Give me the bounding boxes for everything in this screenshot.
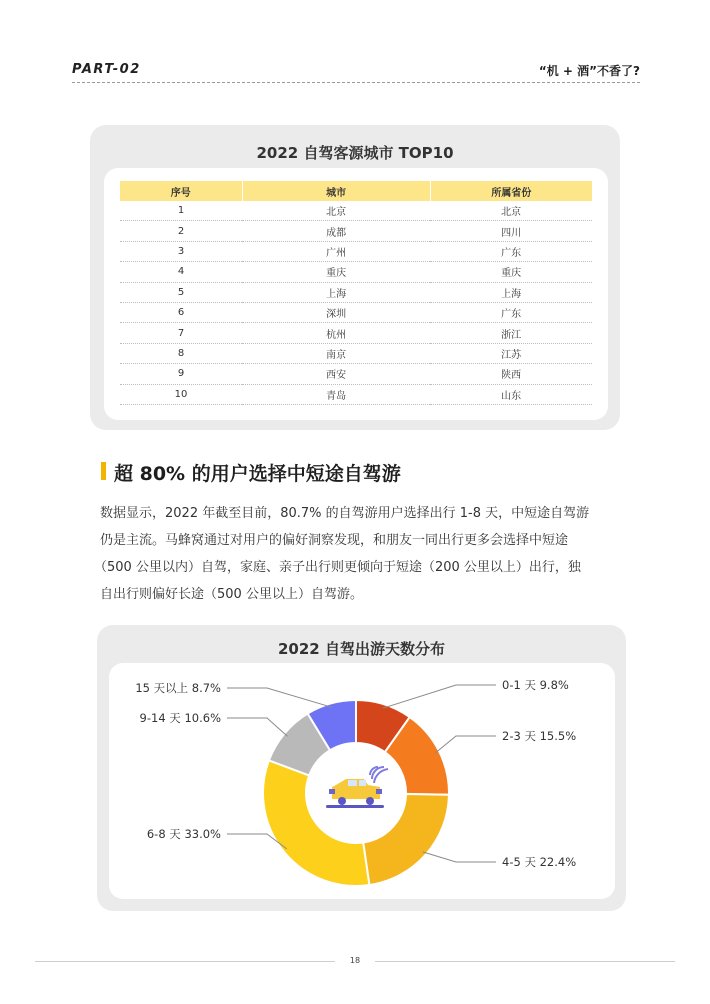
leader-line	[227, 688, 332, 707]
column-header: 所属省份	[430, 181, 592, 201]
rank-cell: 4	[120, 262, 242, 282]
car-icon	[326, 765, 388, 821]
column-header: 城市	[242, 181, 430, 201]
province-cell: 陕西	[430, 364, 592, 384]
rank-cell: 6	[120, 302, 242, 322]
province-cell: 广东	[430, 241, 592, 261]
city-cell: 广州	[242, 241, 430, 261]
footer-divider	[35, 961, 335, 962]
paragraph-line: 仍是主流。马蜂窝通过对用户的偏好洞察发现，和朋友一同出行更多会选择中短途	[100, 533, 569, 548]
province-cell: 江苏	[430, 343, 592, 363]
province-cell: 上海	[430, 282, 592, 302]
rank-cell: 8	[120, 343, 242, 363]
slice-label: 2-3 天 15.5%	[502, 729, 577, 743]
city-cell: 上海	[242, 282, 430, 302]
leader-line	[435, 736, 496, 753]
slice-label: 9-14 天 10.6%	[139, 711, 221, 725]
slice-label: 0-1 天 9.8%	[502, 678, 569, 692]
rank-cell: 1	[120, 201, 242, 221]
paragraph-line: 自出行则偏好长途（500 公里以上）自驾游。	[100, 587, 363, 602]
footer-divider	[375, 961, 675, 962]
paragraph-line: （500 公里以内）自驾，家庭、亲子出行则更倾向于短途（200 公里以上）出行，独	[94, 560, 581, 575]
province-cell: 北京	[430, 201, 592, 221]
city-cell: 青岛	[242, 384, 430, 404]
province-cell: 浙江	[430, 323, 592, 343]
leader-line	[227, 718, 287, 736]
city-cell: 深圳	[242, 302, 430, 322]
rank-cell: 2	[120, 221, 242, 241]
rank-cell: 9	[120, 364, 242, 384]
city-cell: 杭州	[242, 323, 430, 343]
city-cell: 南京	[242, 343, 430, 363]
rank-cell: 10	[120, 384, 242, 404]
column-header: 序号	[120, 181, 242, 201]
slice-label: 15 天以上 8.7%	[135, 681, 221, 695]
paragraph-line: 数据显示，2022 年截至目前，80.7% 的自驾游用户选择出行 1-8 天，中短途自驾游	[100, 506, 590, 521]
slice-label: 6-8 天 33.0%	[146, 827, 221, 841]
leader-line	[383, 685, 496, 708]
leader-line	[423, 852, 496, 862]
province-cell: 四川	[430, 221, 592, 241]
page-number: 18	[349, 956, 361, 965]
rank-cell: 7	[120, 323, 242, 343]
city-cell: 重庆	[242, 262, 430, 282]
section-part-label: PART-02	[72, 62, 141, 77]
section-title: 超 80% 的用户选择中短途自驾游	[114, 463, 401, 485]
province-cell: 重庆	[430, 262, 592, 282]
slice-label: 4-5 天 22.4%	[502, 855, 577, 869]
city-cell: 北京	[242, 201, 430, 221]
running-title: “机 + 酒”不香了?	[538, 64, 640, 78]
province-cell: 广东	[430, 302, 592, 322]
rank-cell: 5	[120, 282, 242, 302]
chart-title: 2022 自驾出游天数分布	[278, 640, 445, 658]
rank-cell: 3	[120, 241, 242, 261]
city-cell: 西安	[242, 364, 430, 384]
city-cell: 成都	[242, 221, 430, 241]
top10-title: 2022 自驾客源城市 TOP10	[256, 144, 454, 162]
province-cell: 山东	[430, 384, 592, 404]
